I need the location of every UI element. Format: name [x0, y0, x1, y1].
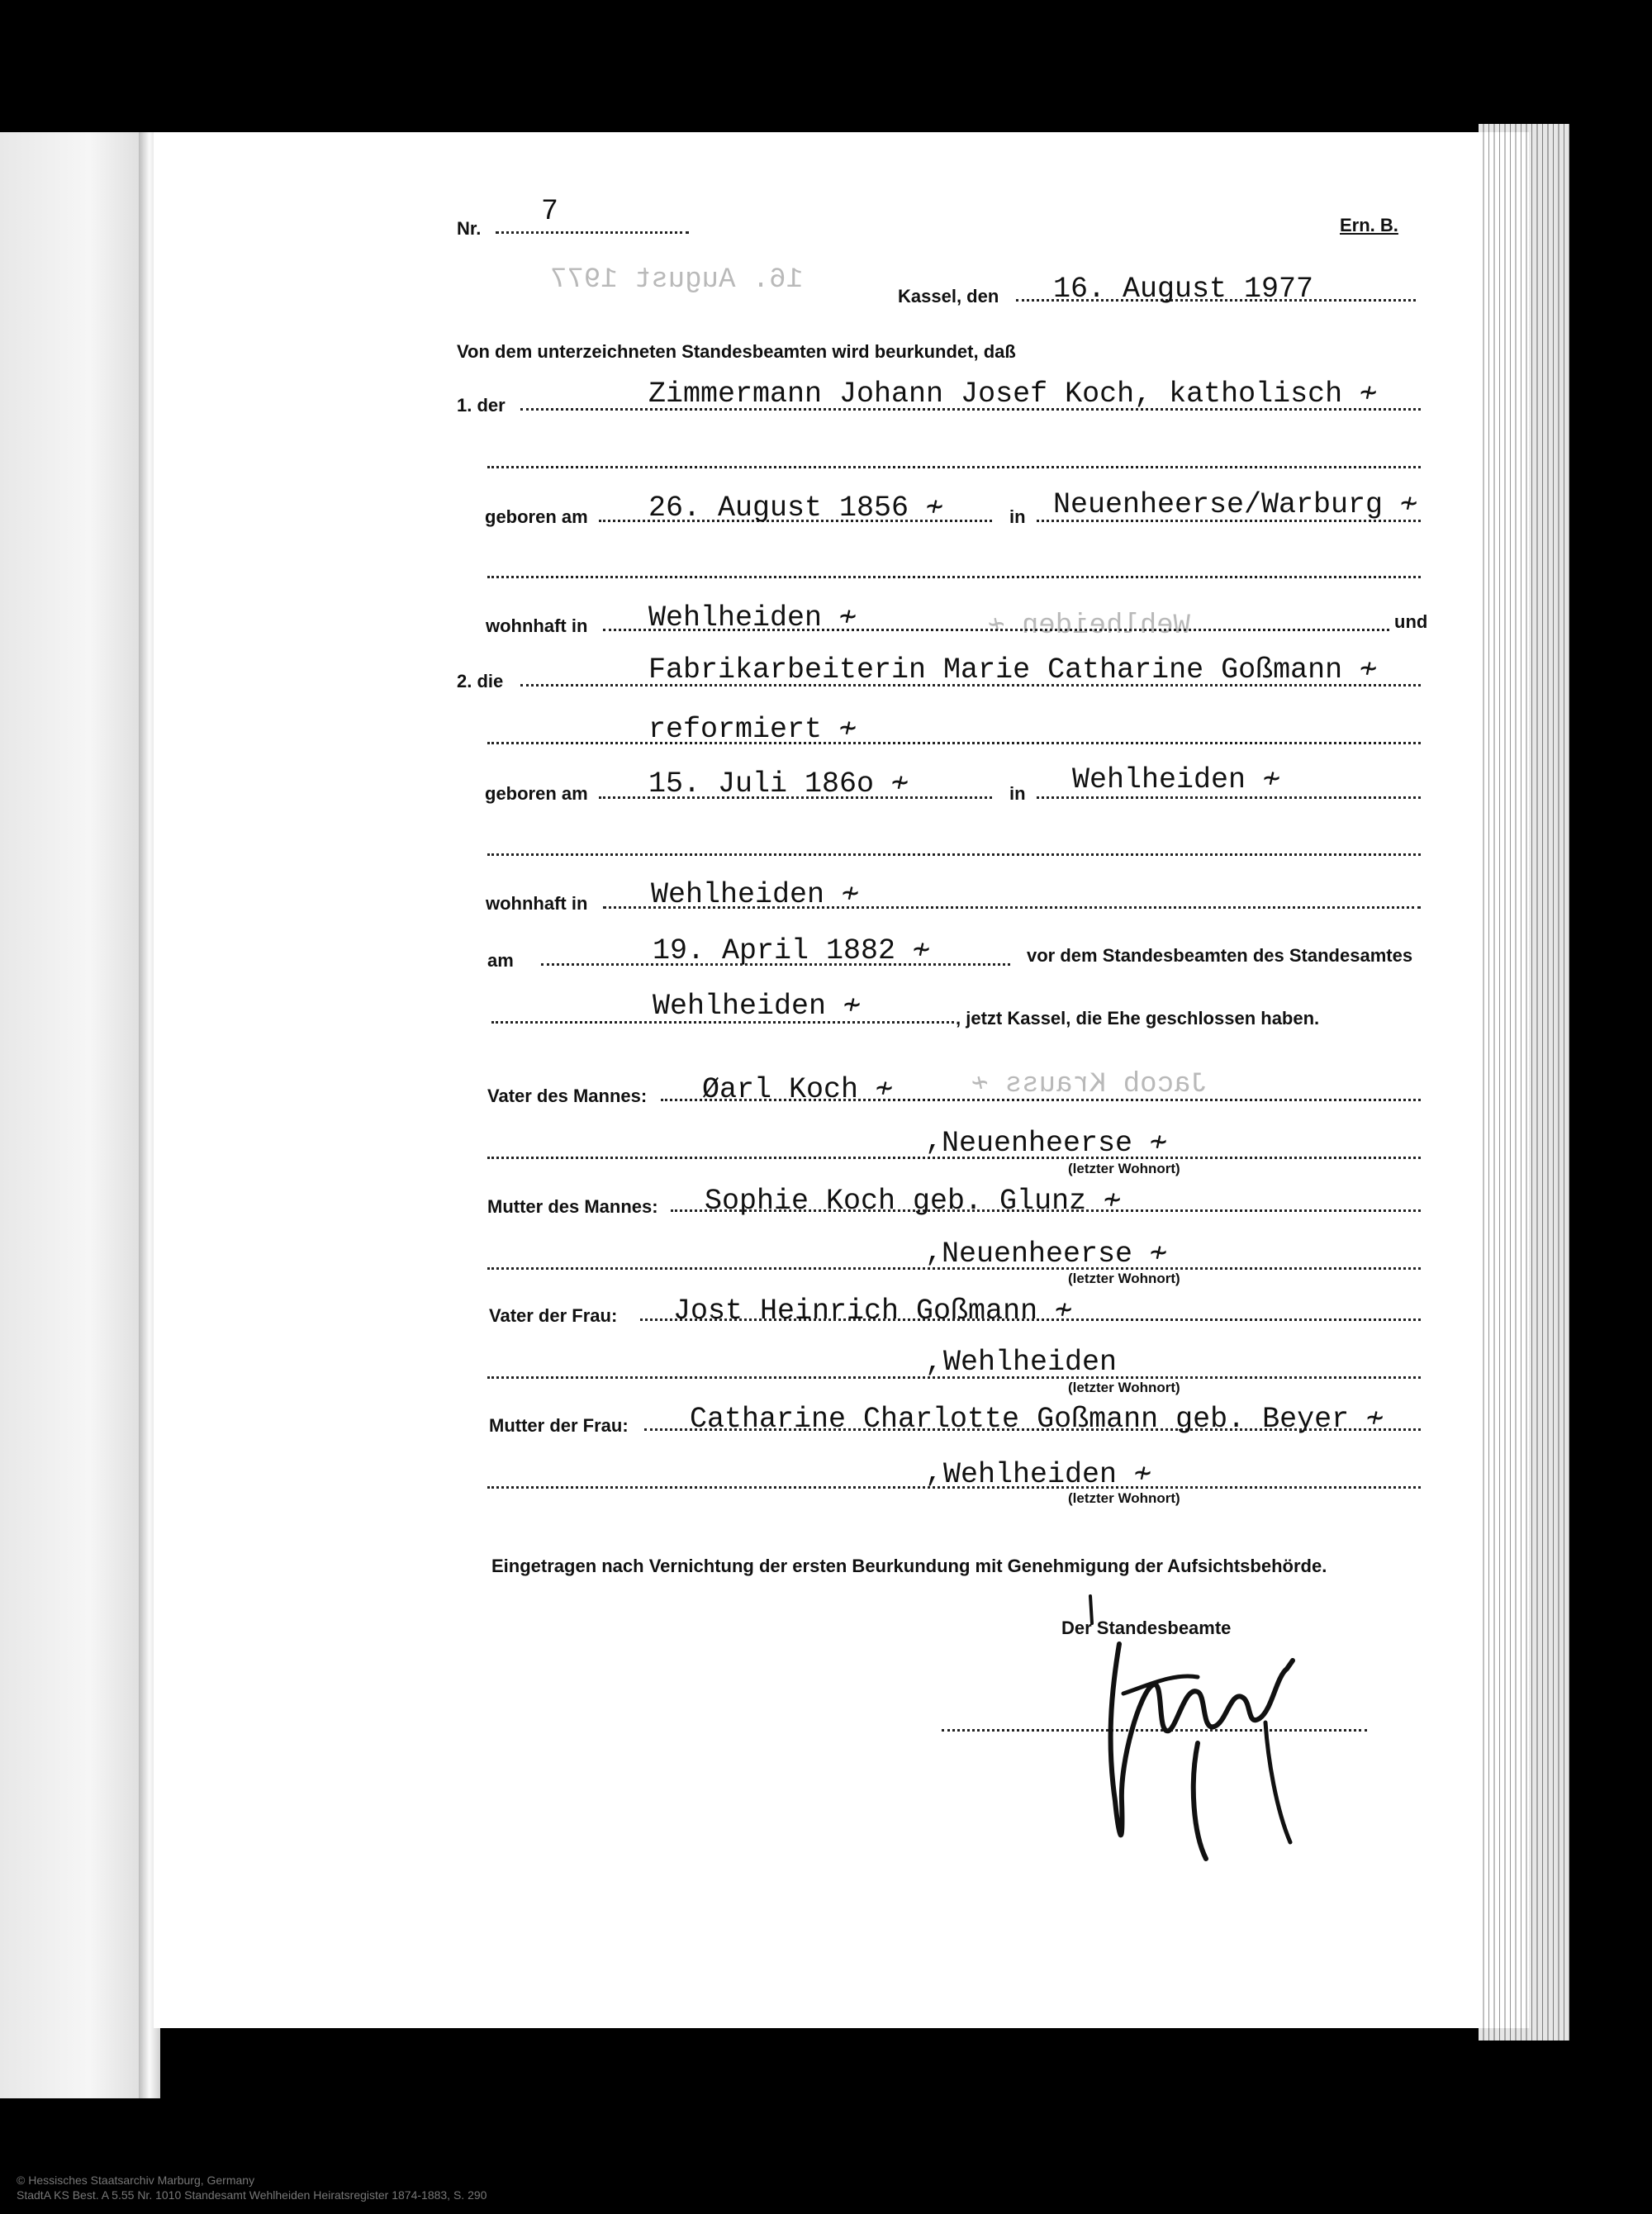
father-groom-label: Vater des Mannes: — [487, 1086, 648, 1106]
und-label: und — [1394, 611, 1428, 632]
record-number: 7 — [541, 195, 559, 228]
father-bride-label: Vater der Frau: — [489, 1305, 618, 1326]
archive-credit-line-2: StadtA KS Best. A 5.55 Nr. 1010 Standesamt Wehlheiden Heiratsregister 1874-1883, S. 290 — [17, 2188, 487, 2202]
groom-name: Zimmermann Johann Josef Koch, katholisch ≁ — [648, 378, 1378, 411]
marriage-am-label: am — [487, 950, 514, 971]
mother-bride-name: Catharine Charlotte Goßmann geb. Beyer ≁ — [690, 1403, 1384, 1436]
bride-line-3 — [487, 853, 1421, 856]
marriage-closing-text: , jetzt Kassel, die Ehe geschlossen haben. — [956, 1008, 1320, 1029]
page-edges — [1479, 124, 1569, 2041]
groom-label: 1. der — [457, 395, 506, 416]
bleed-through-name: Jacob Krauss ≁ — [971, 1069, 1208, 1100]
authority-note: Eingetragen nach Vernichtung der ersten Beurkundung mit Genehmigung der Aufsichtsbehörde. — [491, 1556, 1327, 1576]
mother-groom-label: Mutter des Mannes: — [487, 1196, 658, 1217]
registrar-signature — [1074, 1594, 1346, 1867]
mother-bride-place: Wehlheiden ≁ — [943, 1458, 1152, 1491]
bride-name: Fabrikarbeiterin Marie Catharine Goßmann ≁ — [648, 653, 1378, 687]
archive-credit-line-1: © Hessisches Staatsarchiv Marburg, Germany — [17, 2174, 255, 2187]
registrar-title: Der Standesbeamte — [1061, 1618, 1232, 1638]
bride-religion: reformiert ≁ — [648, 713, 857, 746]
groom-born-label: geboren am — [485, 506, 588, 527]
father-bride-name: Jost Heinrich Goßmann ≁ — [673, 1295, 1073, 1328]
left-page — [0, 132, 149, 2098]
groom-birth-place: Neuenheerse/Warburg ≁ — [1053, 488, 1418, 521]
bride-in-label: in — [1009, 783, 1026, 804]
mother-groom-place: Neuenheerse ≁ — [942, 1238, 1168, 1271]
bleed-through-place: Wehlheiden ≁ — [988, 611, 1190, 642]
groom-line-2 — [487, 466, 1421, 468]
mother-groom-name: Sophie Koch geb. Glunz ≁ — [705, 1185, 1122, 1218]
bride-birth-date: 15. Juli 186o ≁ — [648, 767, 909, 801]
mother-bride-last-residence: (letzter Wohnort) — [1068, 1490, 1180, 1506]
father-groom-place: Neuenheerse ≁ — [942, 1127, 1168, 1160]
ern-label: Ern. B. — [1340, 215, 1398, 235]
mother-bride-comma: , — [925, 1456, 943, 1489]
father-bride-last-residence: (letzter Wohnort) — [1068, 1380, 1180, 1395]
bleed-through-date: 16. August 1977 — [550, 264, 804, 296]
father-bride-comma: , — [925, 1346, 943, 1379]
father-groom-comma: , — [925, 1124, 943, 1157]
mother-groom-comma: , — [925, 1236, 943, 1269]
father-groom-name: Øarl Koch ≁ — [702, 1073, 894, 1106]
bride-birth-place: Wehlheiden ≁ — [1072, 763, 1281, 796]
bride-residence: Wehlheiden ≁ — [651, 878, 860, 911]
mother-bride-label: Mutter der Frau: — [489, 1415, 629, 1436]
bride-label: 2. die — [457, 671, 504, 691]
groom-line-3 — [487, 576, 1421, 578]
marriage-before-text: vor dem Standesbeamten des Standesamtes — [1027, 945, 1413, 966]
groom-birth-date: 26. August 1856 ≁ — [648, 492, 944, 525]
marriage-date: 19. April 1882 ≁ — [653, 934, 931, 967]
father-bride-place: Wehlheiden — [943, 1346, 1118, 1379]
nr-label: Nr. — [457, 218, 482, 239]
father-groom-last-residence: (letzter Wohnort) — [1068, 1161, 1180, 1176]
place-label: Kassel, den — [898, 286, 999, 306]
groom-residence: Wehlheiden ≁ — [648, 601, 857, 634]
issue-date: 16. August 1977 — [1053, 273, 1314, 306]
bride-place-line — [1037, 796, 1421, 799]
bride-resident-label: wohnhaft in — [486, 893, 588, 914]
bride-born-label: geboren am — [485, 783, 588, 804]
nr-line — [496, 231, 689, 234]
intro-text: Von dem unterzeichneten Standesbeamten wird beurkundet, daß — [457, 341, 1016, 362]
archive-credit — [17, 2173, 487, 2202]
groom-in-label: in — [1009, 506, 1026, 527]
bride-line-2 — [487, 742, 1421, 744]
marriage-office: Wehlheiden ≁ — [653, 990, 862, 1023]
groom-resident-label: wohnhaft in — [486, 615, 588, 636]
mother-groom-last-residence: (letzter Wohnort) — [1068, 1271, 1180, 1286]
